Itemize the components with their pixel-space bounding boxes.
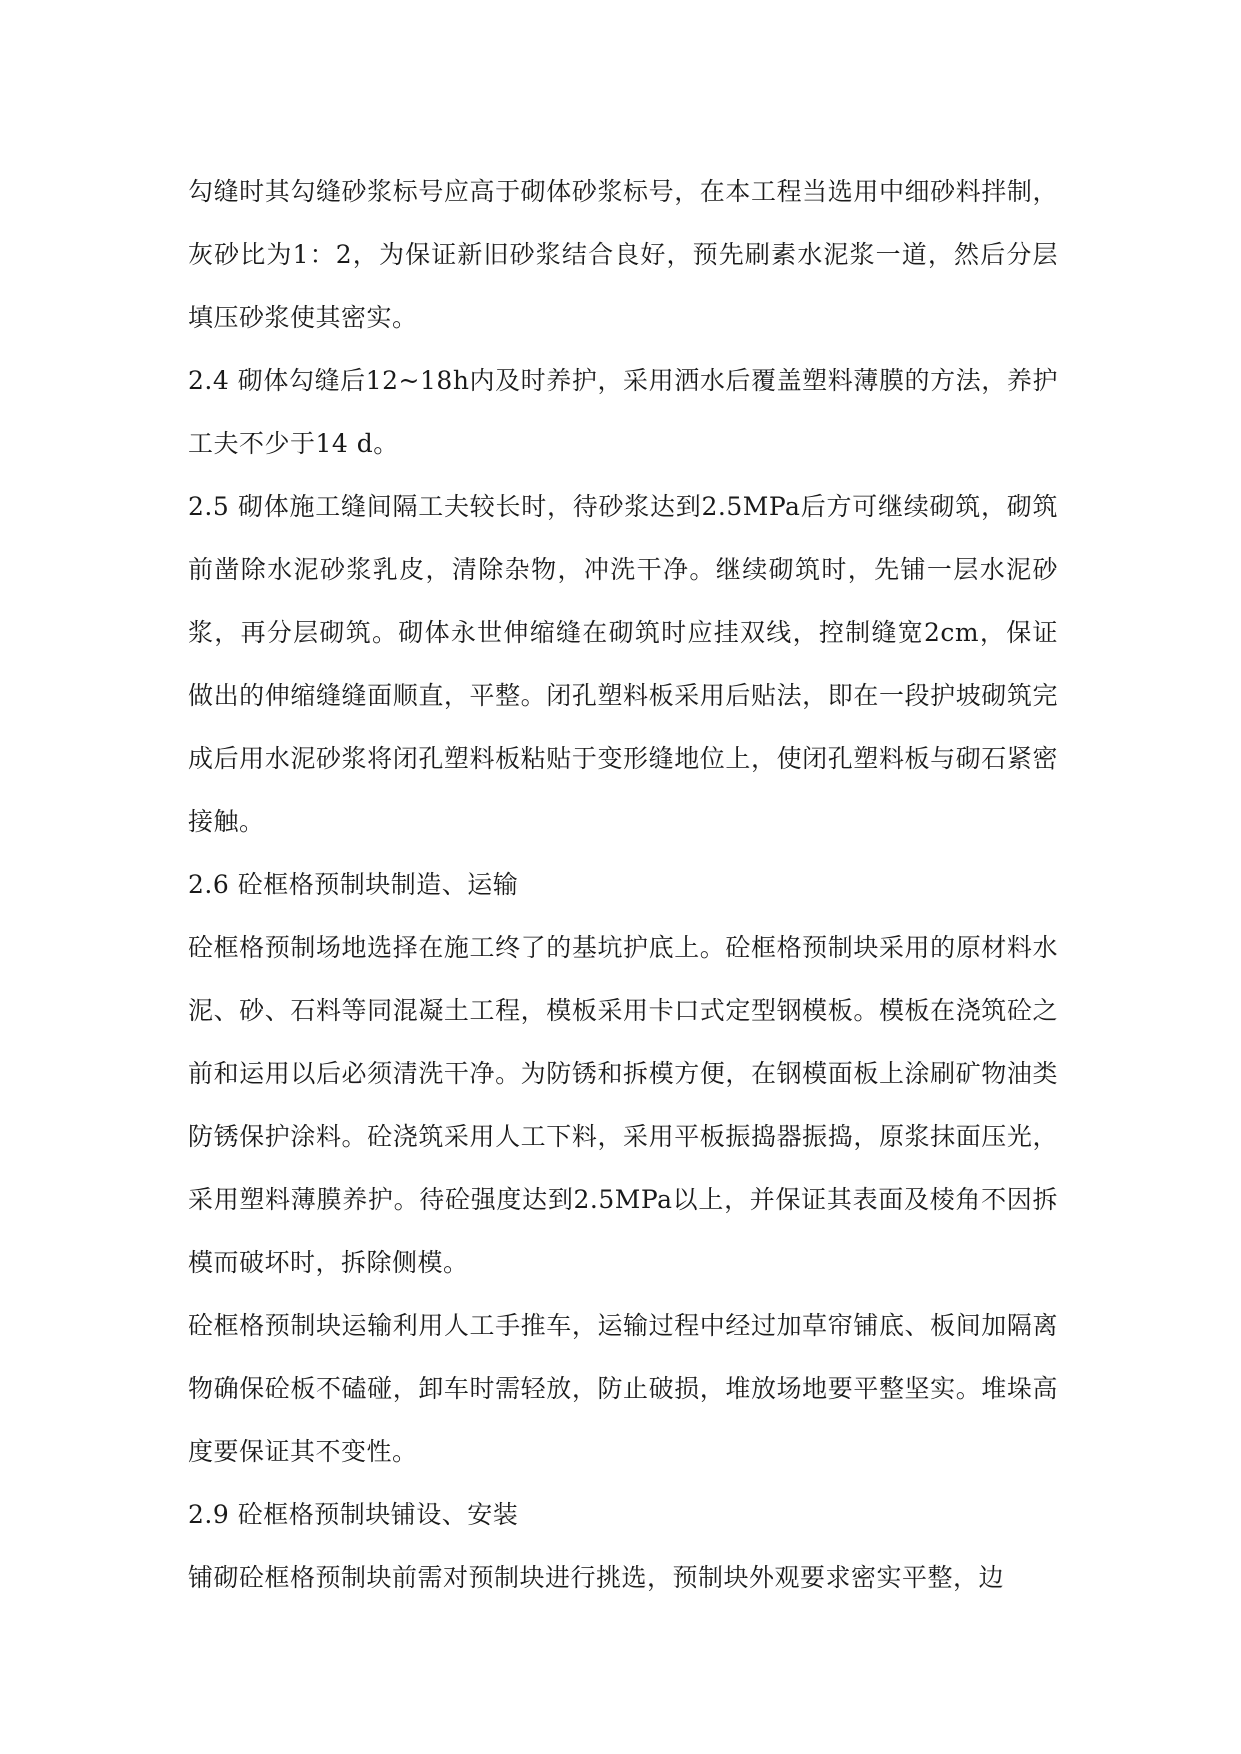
paragraph-section-2-5: 2.5 砌体施工缝间隔工夫较长时，待砂浆达到2.5MPa后方可继续砌筑，砌筑前凿除水泥砂浆乳皮，清除杂物，冲洗干净。继续砌筑时，先铺一层水泥砂浆，再分层砌筑。砌体永世伸缩缝在砌筑时应挂双线，控制缝宽2cm，保证做出的伸缩缝缝面顺直，平整。闭孔塑料板采用后贴法，即在一段护坡砌筑完成后用水泥砂浆将闭孔塑料板粘贴于变形缝地位上，使闭孔塑料板与砌石紧密接触。 [188, 492, 1058, 836]
heading-section-2-6: 2.6 砼框格预制块制造、运输 [188, 870, 519, 899]
paragraph-section-2-4: 2.4 砌体勾缝后12~18h内及时养护，采用洒水后覆盖塑料薄膜的方法，养护工夫不少于14 d。 [188, 366, 1058, 458]
paragraph-prefab-transport: 砼框格预制块运输利用人工手推车，运输过程中经过加草帘铺底、板间加隔离物确保砼板不磕碰，卸车时需轻放，防止破损，堆放场地要平整坚实。堆垛高度要保证其不变性。 [188, 1311, 1058, 1466]
document-body [188, 160, 1058, 1609]
paragraph-laying-install: 铺砌砼框格预制块前需对预制块进行挑选，预制块外观要求密实平整，边 [188, 1563, 1005, 1592]
heading-section-2-9: 2.9 砼框格预制块铺设、安装 [188, 1500, 519, 1529]
paragraph-prefab-site: 砼框格预制场地选择在施工终了的基坑护底上。砼框格预制块采用的原材料水泥、砂、石料等同混凝土工程，模板采用卡口式定型钢模板。模板在浇筑砼之前和运用以后必须清洗干净。为防锈和拆模方便，在钢模面板上涂刷矿物油类防锈保护涂料。砼浇筑采用人工下料，采用平板振捣器振捣，原浆抹面压光，采用塑料薄膜养护。待砼强度达到2.5MPa以上，并保证其表面及棱角不因拆模而破坏时，拆除侧模。 [188, 933, 1058, 1277]
paragraph-pointing-mortar: 勾缝时其勾缝砂浆标号应高于砌体砂浆标号，在本工程当选用中细砂料拌制，灰砂比为1：2，为保证新旧砂浆结合良好，预先刷素水泥浆一道，然后分层填压砂浆使其密实。 [188, 177, 1058, 332]
